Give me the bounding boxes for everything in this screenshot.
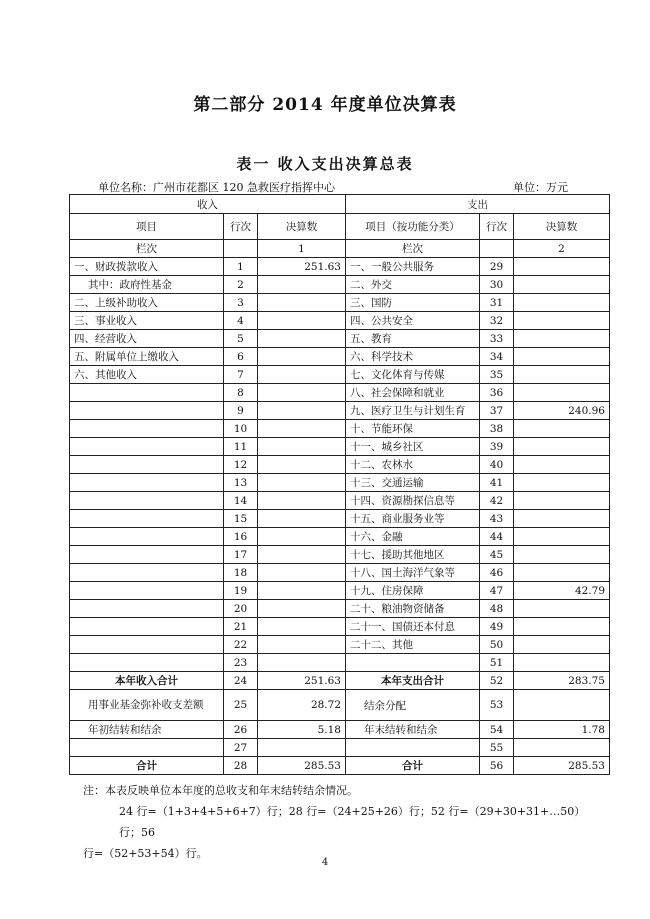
row-no: 29: [480, 258, 514, 276]
blank-row: [70, 739, 610, 757]
income-value: [258, 618, 346, 636]
row-no: 1: [224, 258, 258, 276]
table-row: [70, 294, 610, 312]
row-no: 25: [224, 690, 258, 721]
expense-value: [514, 636, 610, 654]
note-line-1: 注：本表反映单位本年度的总收支和年末结转结余情况。: [83, 784, 358, 797]
row-no: 55: [480, 739, 514, 757]
table-row: [70, 564, 610, 582]
expense-value: [514, 618, 610, 636]
income-value: [258, 312, 346, 330]
row-no: 37: [480, 402, 514, 420]
income-item: 三、事业收入: [70, 312, 224, 330]
income-total-label: 本年收入合计: [70, 672, 224, 690]
expense-item: 十九、住房保障: [346, 582, 480, 600]
row-no: 54: [480, 721, 514, 739]
row-no: 53: [480, 690, 514, 721]
income-value: [258, 420, 346, 438]
income-value: [258, 348, 346, 366]
row-no: 20: [224, 600, 258, 618]
fund-row: [70, 690, 610, 721]
income-expense-table: [69, 194, 610, 775]
income-item: [70, 654, 224, 672]
row-no: 46: [480, 564, 514, 582]
income-item: 一、财政拨款收入: [70, 258, 224, 276]
expense-total-value: 283.75: [514, 672, 610, 690]
expense-value: [514, 600, 610, 618]
income-value: [258, 438, 346, 456]
income-value: 251.63: [258, 258, 346, 276]
expense-item: 二十、粮油物资储备: [346, 600, 480, 618]
income-item: 二、上级补助收入: [70, 294, 224, 312]
income-item: 六、其他收入: [70, 366, 224, 384]
table-row: [70, 420, 610, 438]
income-value: [258, 528, 346, 546]
row-no: 5: [224, 330, 258, 348]
col-amount: 决算数: [258, 214, 346, 240]
table-row: [70, 654, 610, 672]
note-line-2: 24 行=（1+3+4+5+6+7）行；28 行=（24+25+26）行；52 行=（29+30+31+…50）行；56: [119, 805, 586, 839]
expense-value: [514, 348, 610, 366]
table-row: [70, 384, 610, 402]
income-item: 四、经营收入: [70, 330, 224, 348]
expense-item: 十五、商业服务业等: [346, 510, 480, 528]
row-no: 16: [224, 528, 258, 546]
expense-item: 四、公共安全: [346, 312, 480, 330]
table-row: [70, 546, 610, 564]
income-value: [258, 402, 346, 420]
begin-balance-label: 年初结转和结余: [70, 721, 224, 739]
row-no: 50: [480, 636, 514, 654]
income-item: [70, 636, 224, 654]
income-value: [258, 654, 346, 672]
expense-value: [514, 366, 610, 384]
row-no: 52: [480, 672, 514, 690]
table-row: [70, 474, 610, 492]
row-no: 26: [224, 721, 258, 739]
expense-item: 二十二、其他: [346, 636, 480, 654]
table-row: [70, 258, 610, 276]
surplus-label: 结余分配: [346, 690, 480, 721]
col-row-no: 行次: [224, 214, 258, 240]
row-no: 8: [224, 384, 258, 402]
row-no: 9: [224, 402, 258, 420]
table-row: [70, 618, 610, 636]
expense-value: [514, 420, 610, 438]
expense-header: 支出: [346, 195, 610, 214]
income-item: 五、附属单位上缴收入: [70, 348, 224, 366]
row-no: 48: [480, 600, 514, 618]
income-item: [70, 474, 224, 492]
table-row: [70, 456, 610, 474]
row-no: 14: [224, 492, 258, 510]
row-no: 15: [224, 510, 258, 528]
begin-balance-value: 5.18: [258, 721, 346, 739]
expense-item: 十一、城乡社区: [346, 438, 480, 456]
row-no: 27: [224, 739, 258, 757]
expense-value: [514, 528, 610, 546]
row-no: 17: [224, 546, 258, 564]
row-no: 42: [480, 492, 514, 510]
income-value: [258, 294, 346, 312]
row-no: 39: [480, 438, 514, 456]
expense-item: 十八、国土海洋气象等: [346, 564, 480, 582]
row-no: 41: [480, 474, 514, 492]
row-no: 3: [224, 294, 258, 312]
expense-item: 一、一般公共服务: [346, 258, 480, 276]
section-header-row: [70, 195, 610, 214]
income-value: [258, 456, 346, 474]
expense-item: 十四、资源勘探信息等: [346, 492, 480, 510]
grand-total-row: [70, 757, 610, 775]
row-no: 31: [480, 294, 514, 312]
row-no: 11: [224, 438, 258, 456]
income-item: [70, 564, 224, 582]
expense-value: [514, 276, 610, 294]
row-no: 44: [480, 528, 514, 546]
income-item: 其中：政府性基金: [70, 276, 224, 294]
col-index-label: 栏次: [346, 240, 480, 258]
end-balance-label: 年末结转和结余: [346, 721, 480, 739]
col-index-label: 栏次: [70, 240, 224, 258]
row-no: 33: [480, 330, 514, 348]
grand-total-value: 285.53: [258, 757, 346, 775]
row-no: 21: [224, 618, 258, 636]
table-row: [70, 528, 610, 546]
fund-value: 28.72: [258, 690, 346, 721]
row-no: 22: [224, 636, 258, 654]
expense-value: [514, 654, 610, 672]
table-row: [70, 276, 610, 294]
col-item-by-function: 项目（按功能分类）: [346, 214, 480, 240]
row-no: 19: [224, 582, 258, 600]
income-value: [258, 276, 346, 294]
income-value: [258, 564, 346, 582]
income-item: [70, 492, 224, 510]
column-header-row: [70, 214, 610, 240]
table-row: [70, 366, 610, 384]
row-no: 7: [224, 366, 258, 384]
income-value: [258, 492, 346, 510]
row-no: 43: [480, 510, 514, 528]
expense-value: [514, 312, 610, 330]
expense-value: [514, 438, 610, 456]
income-value: [258, 600, 346, 618]
income-item: [70, 438, 224, 456]
expense-value: [514, 330, 610, 348]
note-line-3: 行=（52+53+54）行。: [83, 847, 208, 860]
row-no: 40: [480, 456, 514, 474]
income-total-value: 251.63: [258, 672, 346, 690]
expense-value: [514, 456, 610, 474]
part-title: 第二部分 2014 年度单位决算表: [193, 95, 457, 115]
expense-value: [514, 510, 610, 528]
expense-item: [346, 654, 480, 672]
table-row: [70, 438, 610, 456]
income-item: [70, 510, 224, 528]
table-row: [70, 312, 610, 330]
expense-item: 八、社会保障和就业: [346, 384, 480, 402]
row-no: 18: [224, 564, 258, 582]
page-number: 4: [321, 857, 329, 868]
income-item: [70, 600, 224, 618]
expense-item: 十六、金融: [346, 528, 480, 546]
expense-value: [514, 258, 610, 276]
row-no: 51: [480, 654, 514, 672]
expense-item: 七、文化体育与传媒: [346, 366, 480, 384]
grand-total-label: 合计: [346, 757, 480, 775]
end-balance-value: 1.78: [514, 721, 610, 739]
row-no: 56: [480, 757, 514, 775]
table-row: [70, 402, 610, 420]
row-no: 35: [480, 366, 514, 384]
row-no: 6: [224, 348, 258, 366]
income-value: [258, 384, 346, 402]
row-no: 24: [224, 672, 258, 690]
row-no: 2: [224, 276, 258, 294]
expense-value: 42.79: [514, 582, 610, 600]
expense-value: [514, 492, 610, 510]
row-no: 32: [480, 312, 514, 330]
expense-item: 十二、农林水: [346, 456, 480, 474]
income-item: [70, 384, 224, 402]
expense-total-label: 本年支出合计: [346, 672, 480, 690]
table-row: [70, 600, 610, 618]
income-item: [70, 528, 224, 546]
expense-item: 九、医疗卫生与计划生育: [346, 402, 480, 420]
table-row: [70, 510, 610, 528]
expense-item: 二、外交: [346, 276, 480, 294]
carryover-row: [70, 721, 610, 739]
row-no: 4: [224, 312, 258, 330]
col-amount: 决算数: [514, 214, 610, 240]
column-index-row: [70, 240, 610, 258]
surplus-value: [514, 690, 610, 721]
row-no: 38: [480, 420, 514, 438]
income-item: [70, 420, 224, 438]
row-no: 23: [224, 654, 258, 672]
expense-value: [514, 294, 610, 312]
expense-item: 十、节能环保: [346, 420, 480, 438]
expense-item: 五、教育: [346, 330, 480, 348]
fund-label: 用事业基金弥补收支差额: [70, 690, 224, 721]
grand-total-value: 285.53: [514, 757, 610, 775]
row-no: 36: [480, 384, 514, 402]
table-row: [70, 492, 610, 510]
table-title: 表一 收入支出决算总表: [236, 155, 414, 173]
table-row: [70, 582, 610, 600]
expense-value: [514, 564, 610, 582]
income-item: [70, 618, 224, 636]
unit-name: 单位名称：广州市花都区 120 急救医疗指挥中心: [98, 181, 335, 194]
row-no: 28: [224, 757, 258, 775]
income-value: [258, 636, 346, 654]
income-item: [70, 402, 224, 420]
row-no: 47: [480, 582, 514, 600]
income-item: [70, 582, 224, 600]
expense-item: 二十一、国债还本付息: [346, 618, 480, 636]
row-no: 13: [224, 474, 258, 492]
year-total-row: [70, 672, 610, 690]
income-value: [258, 366, 346, 384]
income-value: [258, 546, 346, 564]
row-no: 49: [480, 618, 514, 636]
income-item: [70, 546, 224, 564]
expense-value: [514, 546, 610, 564]
expense-item: 六、科学技术: [346, 348, 480, 366]
col-row-no: 行次: [480, 214, 514, 240]
table-row: [70, 348, 610, 366]
row-no: 45: [480, 546, 514, 564]
row-no: 12: [224, 456, 258, 474]
row-no: 10: [224, 420, 258, 438]
table-row: [70, 330, 610, 348]
summary-block: [70, 672, 610, 775]
table-row: [70, 636, 610, 654]
income-header: 收入: [70, 195, 346, 214]
expense-item: 十三、交通运输: [346, 474, 480, 492]
expense-value: 240.96: [514, 402, 610, 420]
income-value: [258, 582, 346, 600]
expense-value: [514, 474, 610, 492]
unit-measure: 单位：万元: [513, 181, 568, 194]
expense-value: [514, 384, 610, 402]
income-value: [258, 474, 346, 492]
grand-total-label: 合计: [70, 757, 224, 775]
table-notes: [83, 780, 603, 864]
expense-item: 三、国防: [346, 294, 480, 312]
col-index-2: 2: [514, 240, 610, 258]
row-no: 30: [480, 276, 514, 294]
expense-item: 十七、援助其他地区: [346, 546, 480, 564]
row-no: 34: [480, 348, 514, 366]
col-index-1: 1: [258, 240, 346, 258]
income-value: [258, 330, 346, 348]
income-item: [70, 456, 224, 474]
income-value: [258, 510, 346, 528]
col-item: 项目: [70, 214, 224, 240]
